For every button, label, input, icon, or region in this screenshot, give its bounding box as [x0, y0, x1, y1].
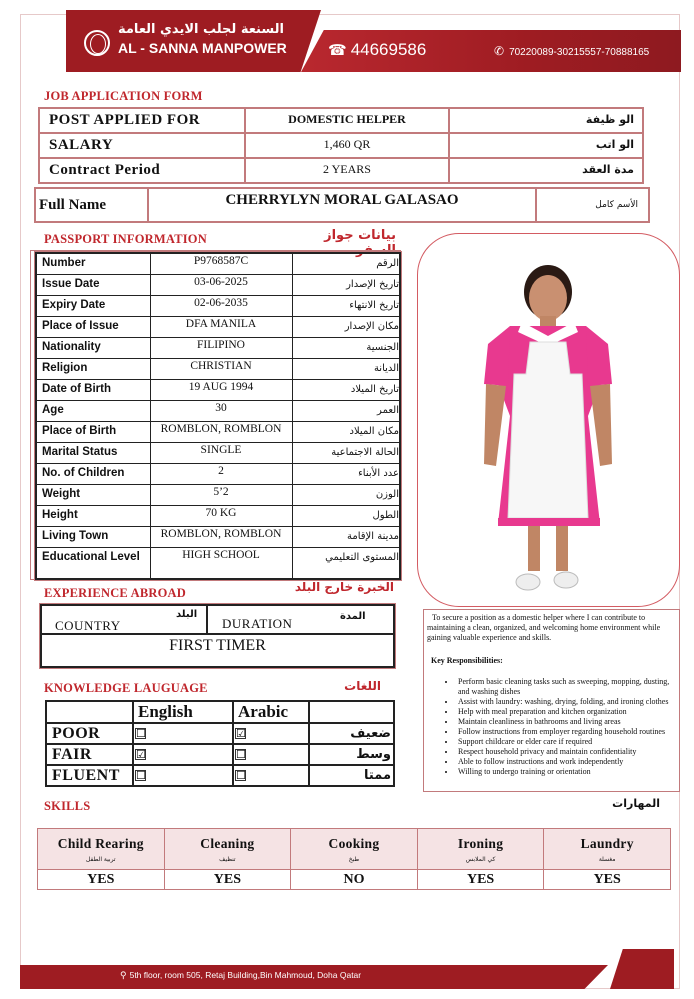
applicant-photo — [417, 233, 680, 607]
list-item: • Help with meal preparation and kitchen organization — [456, 707, 676, 717]
passport-field-label-ar: الرقم — [292, 253, 400, 274]
skill-value: YES — [544, 870, 671, 890]
skill-name: Laundry — [580, 836, 634, 851]
passport-field-label: Issue Date — [36, 274, 150, 295]
english-checkbox[interactable]: ☑ — [136, 748, 146, 762]
passport-field-label-ar: العمر — [292, 400, 400, 421]
duration-label: DURATION — [222, 616, 293, 631]
skill-value: YES — [417, 870, 544, 890]
table-row — [36, 547, 400, 579]
list-item: • Willing to undergo training or orientation — [456, 767, 676, 777]
passport-field-value: HIGH SCHOOL — [150, 547, 292, 579]
post-label: POST APPLIED FOR — [39, 108, 245, 133]
skill-value: NO — [291, 870, 418, 890]
passport-field-value: 02-06-2035 — [150, 295, 292, 316]
salary-value: 1,460 QR — [245, 133, 449, 158]
skills-title-ar: المهارات — [612, 797, 660, 810]
passport-field-label: Religion — [36, 358, 150, 379]
skill-header — [544, 829, 671, 870]
skill-name: Cooking — [328, 836, 380, 851]
table-row — [46, 744, 394, 765]
mobile-phone-icon: ✆ — [494, 44, 505, 58]
table-row — [36, 484, 400, 505]
passport-field-value: ROMBLON, ROMBLON — [150, 421, 292, 442]
table-row — [36, 316, 400, 337]
post-label-ar: الو ظيفة — [449, 108, 643, 133]
skill-value: YES — [164, 870, 291, 890]
table-row — [39, 108, 643, 133]
passport-field-label-ar: الطول — [292, 505, 400, 526]
table-row — [36, 526, 400, 547]
table-row — [38, 829, 671, 870]
passport-field-label-ar: الحالة الاجتماعية — [292, 442, 400, 463]
post-value: DOMESTIC HELPER — [245, 108, 449, 133]
list-item: • Follow instructions from employer regarding household routines — [456, 727, 676, 737]
language-table — [45, 700, 395, 787]
passport-field-value: 70 KG — [150, 505, 292, 526]
table-row — [36, 337, 400, 358]
language-title-ar: اللغات — [344, 679, 381, 693]
table-row — [38, 870, 671, 890]
skill-name: Child Rearing — [57, 836, 144, 851]
list-item: • Assist with laundry: washing, drying, folding, and ironing clothes — [456, 697, 676, 707]
main-phone: ☎ 44669586 — [328, 40, 427, 59]
experience-table — [40, 604, 395, 668]
passport-field-label-ar: مكان الإصدار — [292, 316, 400, 337]
other-phones: ✆ 70220089-30215557-70888165 — [494, 44, 650, 58]
passport-field-value: P9768587C — [150, 253, 292, 274]
header-banner — [66, 10, 680, 72]
list-item: • Support childcare or elder care if required — [456, 737, 676, 747]
passport-field-label-ar: المستوى التعليمي — [292, 547, 400, 579]
table-row — [36, 400, 400, 421]
company-name-ar: السنعة لجلب الايدي العامة — [118, 22, 284, 37]
passport-field-value: FILIPINO — [150, 337, 292, 358]
passport-field-label: Nationality — [36, 337, 150, 358]
passport-field-value: CHRISTIAN — [150, 358, 292, 379]
full-name-label-ar: الأسم كامل — [536, 188, 649, 222]
table-row — [39, 158, 643, 183]
skill-name-ar: طبخ — [348, 856, 360, 863]
salary-label: SALARY — [39, 133, 245, 158]
applicant-photo-illustration — [418, 234, 680, 607]
table-row — [46, 723, 394, 744]
passport-field-label-ar: الجنسية — [292, 337, 400, 358]
country-label-ar: البلد — [176, 609, 198, 620]
post-table — [38, 107, 644, 184]
passport-field-label-ar: مكان الميلاد — [292, 421, 400, 442]
location-pin-icon: ⚲ — [120, 970, 127, 980]
table-row — [35, 188, 649, 222]
list-item: • Maintain cleanliness in bathrooms and living areas — [456, 717, 676, 727]
responsibilities-list — [456, 677, 676, 777]
english-checkbox[interactable]: ☐ — [136, 727, 146, 741]
experience-title: EXPERIENCE ABROAD — [44, 586, 186, 600]
passport-field-label: Weight — [36, 484, 150, 505]
full-name-table — [34, 187, 650, 223]
table-row — [36, 358, 400, 379]
passport-field-value: 03-06-2025 — [150, 274, 292, 295]
table-row — [36, 463, 400, 484]
passport-field-label: Living Town — [36, 526, 150, 547]
passport-field-label: Place of Issue — [36, 316, 150, 337]
footer-address: ⚲ 5th floor, room 505, Retaj Building,Bin Mahmoud, Doha Qatar — [120, 970, 362, 980]
table-row — [36, 253, 400, 274]
passport-field-value: 30 — [150, 400, 292, 421]
experience-value: FIRST TIMER — [169, 637, 266, 654]
table-row — [36, 379, 400, 400]
table-row — [39, 133, 643, 158]
company-name-en: AL - SANNA MANPOWER — [118, 40, 287, 56]
globe-logo-icon — [84, 30, 110, 56]
table-row — [36, 274, 400, 295]
passport-field-label: Marital Status — [36, 442, 150, 463]
passport-table — [35, 252, 401, 580]
skill-name-ar: مغسلة — [598, 856, 616, 863]
level-label: POOR — [46, 723, 133, 744]
passport-field-value: DFA MANILA — [150, 316, 292, 337]
skill-name: Ironing — [457, 836, 504, 851]
passport-field-value: 2 — [150, 463, 292, 484]
table-row — [36, 505, 400, 526]
level-label: FAIR — [46, 744, 133, 765]
skill-name-ar: كي الملابس — [465, 856, 496, 863]
salary-label-ar: الو اتب — [449, 133, 643, 158]
english-checkbox[interactable]: ☐ — [136, 769, 146, 783]
objective-text: To secure a position as a domestic helper where I can contribute to maintaining a clean, organized, and welcoming home environment while gaining valuable experience and skills. — [427, 613, 661, 642]
passport-field-label: Educational Level — [36, 547, 150, 579]
passport-title: PASSPORT INFORMATION — [44, 232, 207, 246]
telephone-icon: ☎ — [328, 42, 347, 59]
level-label-ar: ضعيف — [309, 723, 394, 744]
contract-label: Contract Period — [39, 158, 245, 183]
duration-label-ar: المدة — [340, 611, 366, 622]
skill-value: YES — [38, 870, 165, 890]
arabic-checkbox[interactable]: ☑ — [236, 727, 246, 741]
skill-name: Cleaning — [200, 836, 255, 851]
responsibilities-title: Key Responsibilities: — [431, 656, 503, 665]
passport-field-value: SINGLE — [150, 442, 292, 463]
skill-header — [38, 829, 165, 870]
table-row — [36, 421, 400, 442]
passport-field-label: Number — [36, 253, 150, 274]
passport-field-value: ROMBLON, ROMBLON — [150, 526, 292, 547]
skill-name-ar: تربية الطفل — [86, 856, 116, 863]
full-name-label: Full Name — [35, 188, 148, 222]
list-item: • Able to follow instructions and work independently — [456, 757, 676, 767]
list-item: • Respect household privacy and maintain confidentiality — [456, 747, 676, 757]
skill-header — [291, 829, 418, 870]
passport-field-label: Height — [36, 505, 150, 526]
level-label-ar: وسط — [309, 744, 394, 765]
passport-field-label-ar: تاريخ الانتهاء — [292, 295, 400, 316]
skill-header — [417, 829, 544, 870]
passport-field-label: No. of Children — [36, 463, 150, 484]
arabic-header: Arabic — [233, 701, 309, 723]
list-item: • Perform basic cleaning tasks such as sweeping, mopping, dusting, and washing dishes — [456, 677, 676, 697]
level-label: FLUENT — [46, 765, 133, 786]
skill-header — [164, 829, 291, 870]
skill-name-ar: تنظيف — [219, 856, 236, 863]
english-header: English — [133, 701, 233, 723]
passport-title-ar: بيانات جواز السفر — [324, 228, 396, 258]
passport-field-label: Date of Birth — [36, 379, 150, 400]
form-title: JOB APPLICATION FORM — [44, 89, 203, 103]
passport-field-value: 5’2 — [150, 484, 292, 505]
table-row — [46, 765, 394, 786]
passport-field-label-ar: مدينة الإقامة — [292, 526, 400, 547]
passport-field-label: Place of Birth — [36, 421, 150, 442]
passport-field-label-ar: تاريخ الميلاد — [292, 379, 400, 400]
passport-field-label-ar: عدد الأبناء — [292, 463, 400, 484]
table-row — [36, 295, 400, 316]
passport-field-label: Expiry Date — [36, 295, 150, 316]
country-label: COUNTRY — [55, 618, 121, 633]
experience-title-ar: الخبرة خارج البلد — [294, 580, 394, 594]
skills-title: SKILLS — [44, 799, 91, 813]
arabic-checkbox[interactable]: ☐ — [236, 748, 246, 762]
passport-field-label-ar: الوزن — [292, 484, 400, 505]
passport-field-label: Age — [36, 400, 150, 421]
arabic-checkbox[interactable]: ☐ — [236, 769, 246, 783]
table-row — [46, 701, 394, 723]
contract-label-ar: مدة العقد — [449, 158, 643, 183]
passport-field-value: 19 AUG 1994 — [150, 379, 292, 400]
passport-field-label-ar: الديانة — [292, 358, 400, 379]
language-title: KNOWLEDGE LAUGUAGE — [44, 681, 208, 695]
table-row — [36, 442, 400, 463]
level-label-ar: ممتا — [309, 765, 394, 786]
full-name-value: CHERRYLYN MORAL GALASAO — [148, 188, 536, 222]
skills-table — [37, 828, 671, 890]
passport-field-label-ar: تاريخ الإصدار — [292, 274, 400, 295]
contract-value: 2 YEARS — [245, 158, 449, 183]
objective-box — [423, 609, 680, 792]
